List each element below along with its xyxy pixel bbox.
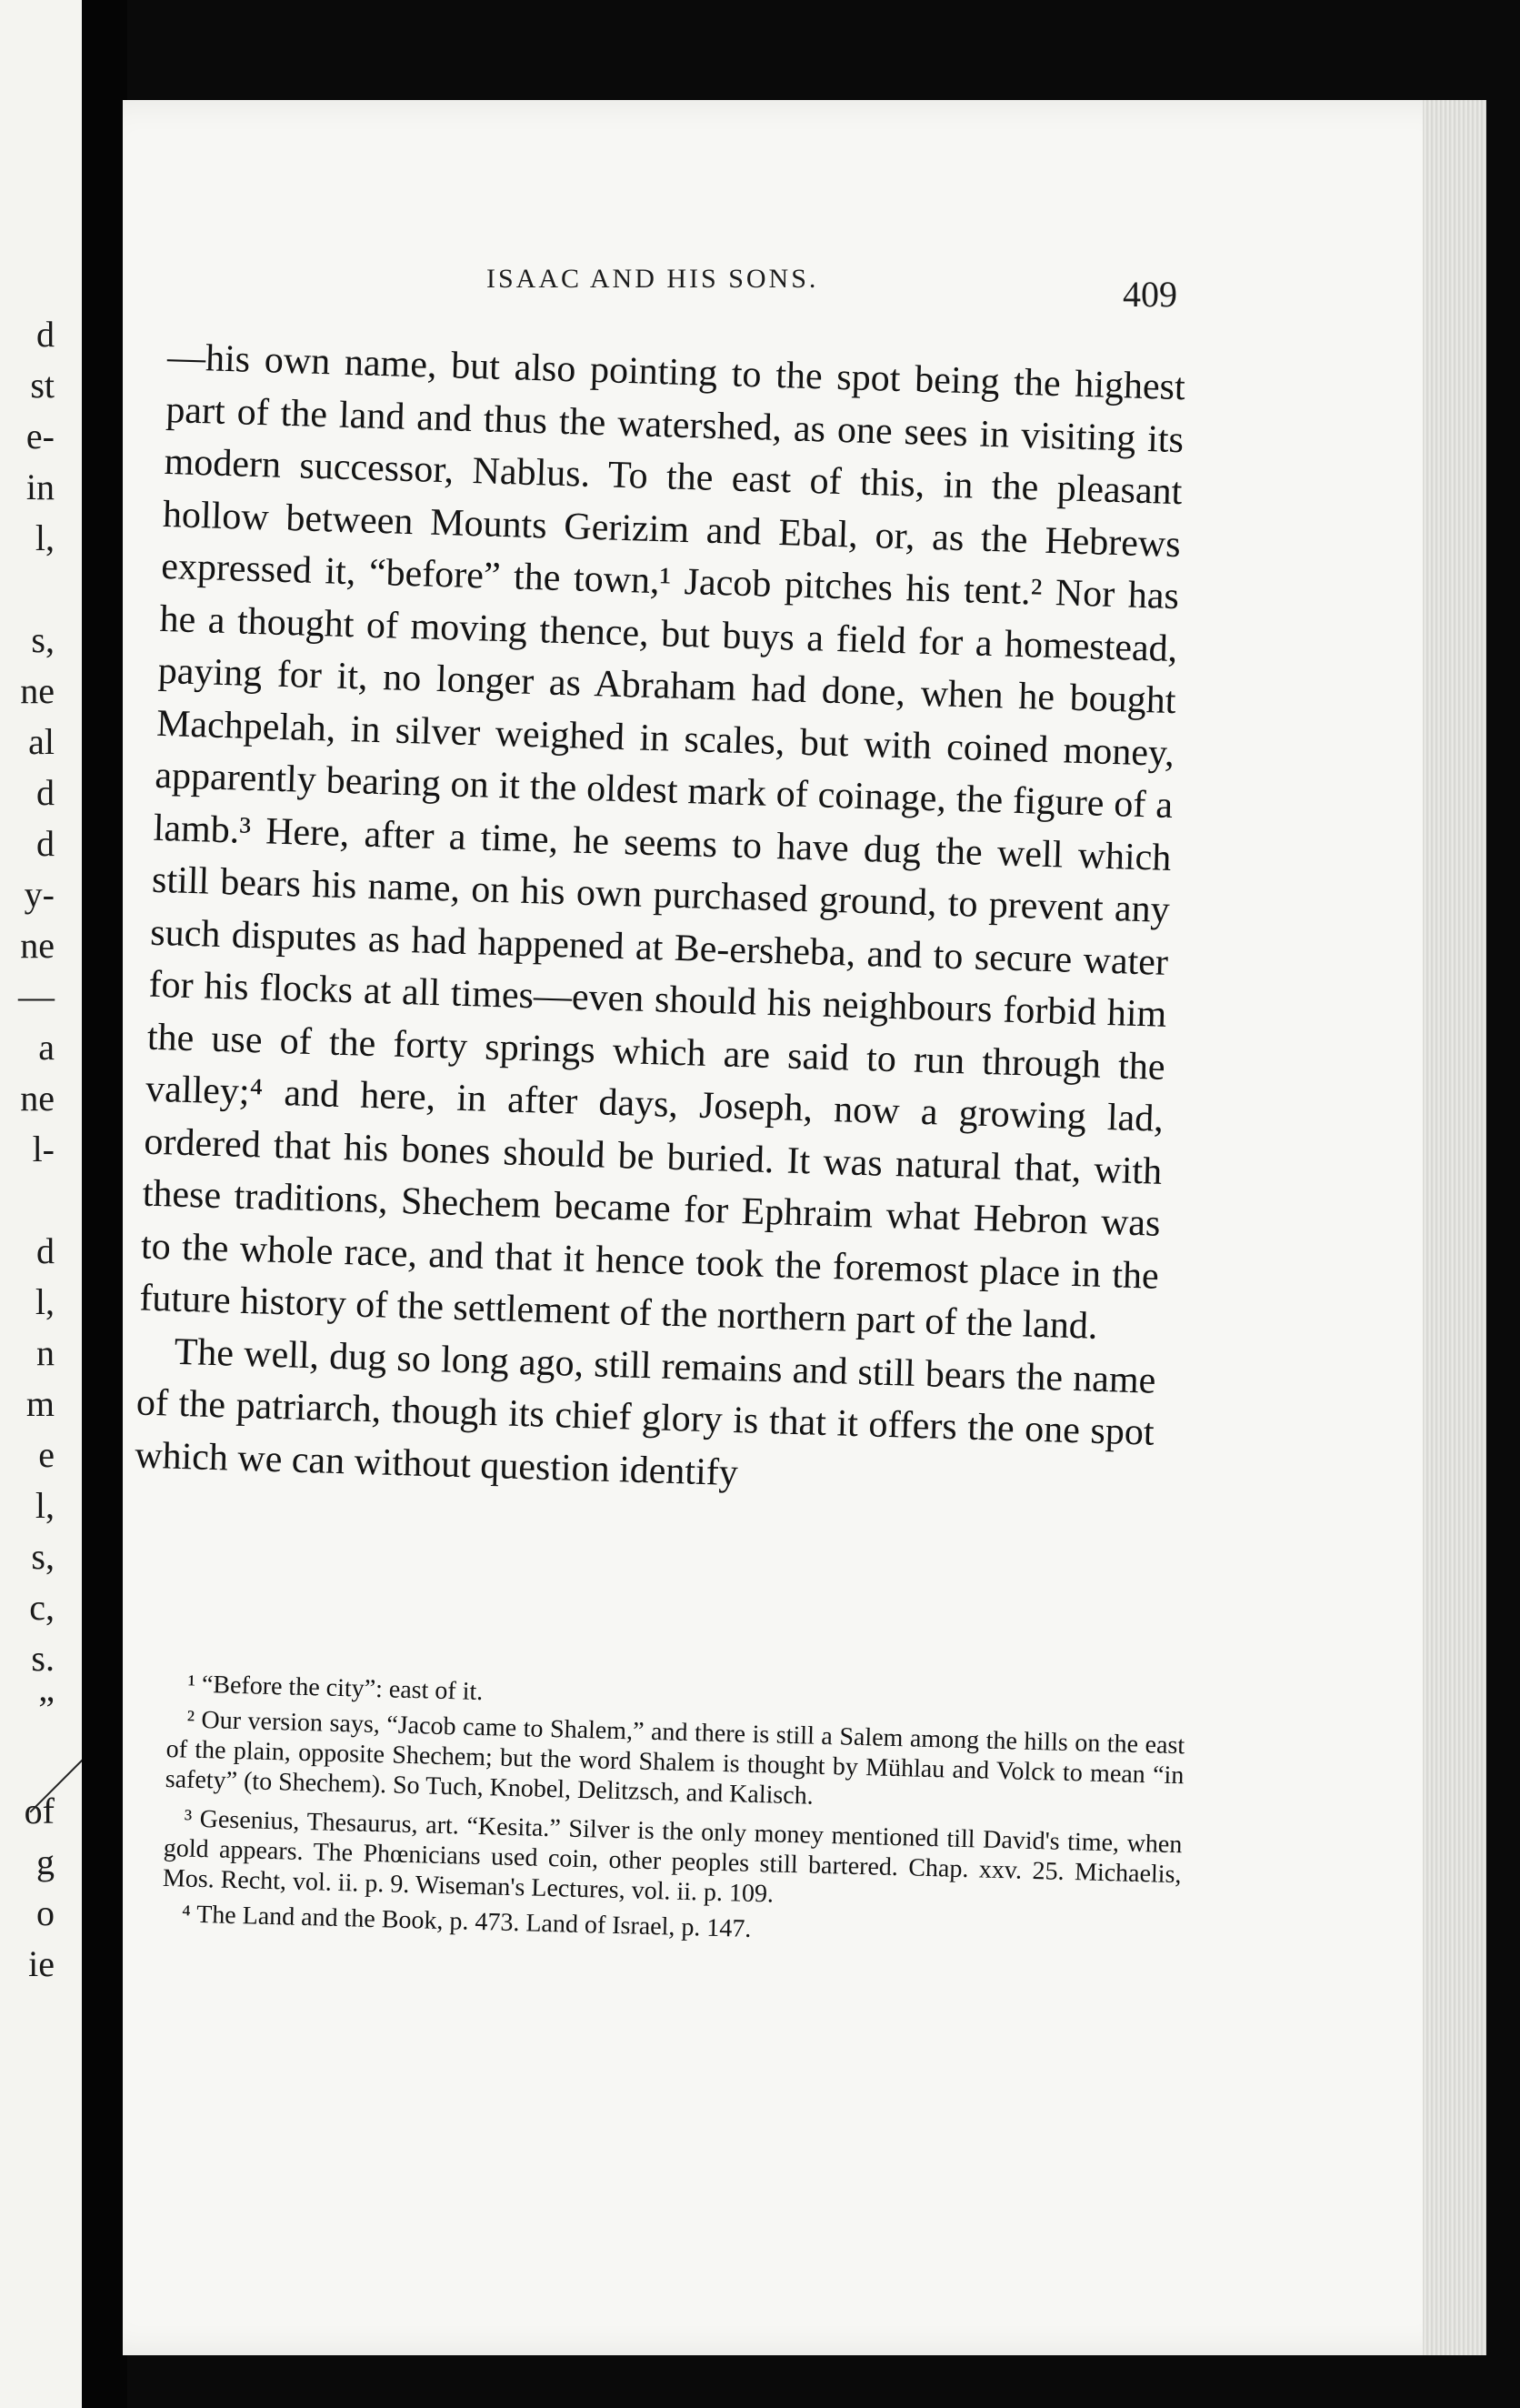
footnote: ¹ “Before the city”: east of it. xyxy=(187,1670,484,1707)
book-page xyxy=(123,100,1486,2355)
page-edge xyxy=(1423,100,1486,2355)
fragment: ne xyxy=(20,670,55,711)
book-spine xyxy=(82,0,127,2408)
fragment: ie xyxy=(28,1943,55,1984)
fragment: in xyxy=(25,467,55,507)
fragment: c, xyxy=(29,1587,55,1628)
running-head: ISAAC AND HIS SONS. xyxy=(486,264,819,294)
facing-page-fragments xyxy=(0,309,55,1990)
fragment: l, xyxy=(35,1281,55,1322)
footnotes xyxy=(161,1669,1185,1961)
fragment: — xyxy=(18,976,55,1017)
fragment: al xyxy=(28,721,55,762)
fragment: d xyxy=(36,314,55,355)
fragment: l, xyxy=(35,1485,55,1526)
fragment: d xyxy=(36,823,55,864)
fragment: o xyxy=(36,1892,55,1933)
footnote: ⁴ The Land and the Book, p. 473. Land of Israel, p. 147. xyxy=(181,1900,752,1943)
fragment: m xyxy=(25,1383,55,1424)
body-text xyxy=(134,332,1185,1512)
fragment: ” xyxy=(38,1689,55,1730)
fragment xyxy=(0,1175,55,1226)
fragment: s. xyxy=(31,1638,55,1679)
footnote: ³ Gesenius, Thesaurus, art. “Kesita.” Silver is the only money mentioned till David's time, when gold appears. The Phœnicians used coin, other peoples still bartered. Chap. xxv. 25. Michaelis, Mos. Recht, vol. ii. p. 9. Wiseman's Lectures, vol. ii. p. 109. xyxy=(162,1804,1183,1909)
footnote: ² Our version says, “Jacob came to Shalem,” and there is still a Salem among the hills on the east of the plain, opposite Shechem; but the word Shalem is thought by Mühlau and Volck to mean “in safety” (to Shechem). So Tuch, Knobel, Delitzsch, and Kalisch. xyxy=(165,1705,1185,1811)
fragment xyxy=(0,564,55,615)
fragment: l, xyxy=(35,517,55,558)
fragment xyxy=(0,1735,55,1786)
fragment: of xyxy=(24,1791,55,1831)
fragment: a xyxy=(38,1027,55,1068)
fragment: e- xyxy=(25,416,55,457)
fragment: ne xyxy=(20,1078,55,1119)
fragment: y- xyxy=(24,874,55,915)
paragraph: The well, dug so long ago, still remains and still bears the name of the patriarch, though its chief glory is that it offers the one spot which we can without question identify xyxy=(134,1330,1156,1494)
fragment: d xyxy=(36,1230,55,1271)
fragment: g xyxy=(36,1841,55,1882)
fragment: s, xyxy=(31,1536,55,1577)
fragment: l- xyxy=(32,1129,55,1169)
facing-page-gutter xyxy=(0,0,91,2408)
fragment: n xyxy=(36,1332,55,1373)
fragment: s, xyxy=(31,619,55,660)
fragment: ne xyxy=(20,925,55,966)
fragment: e xyxy=(38,1434,55,1475)
fragment: st xyxy=(30,365,55,406)
page-number: 409 xyxy=(1123,274,1177,315)
fragment: d xyxy=(36,772,55,813)
paragraph: —his own name, but also pointing to the spot being the highest part of the land and thus the watershed, as one sees in visiting its modern successor, Nablus. To the east of this, in the pleasant hollow between Mounts Gerizim and Ebal, or, as the Hebrews expressed it, “before” the town,¹ Jacob pitches his tent.² Nor has he a thought of moving thence, but buys a field for a homestead, paying for it, no longer as Abraham had done, when he bought Machpelah, in silver weighed in scales, but with coined money, apparently bearing on it the oldest mark of coinage, the figure of a lamb.³ Here, after a time, he seems to have dug the well which still bears his name, on his own purchased ground, to prevent any such disputes as had happened at Be-ersheba, and to secure water for his flocks at all times—even should his neighbours forbid him the use of the forty springs which are said to run through the valley;⁴ and here, in after days, Joseph, now a growing lad, ordered that his bones should be buried. It was natural that, with these traditions, Shechem became for Ephraim what Hebron was to the whole race, and that it hence took the foremost place in the future history of the settlement of the northern part of the land. xyxy=(138,336,1186,1348)
